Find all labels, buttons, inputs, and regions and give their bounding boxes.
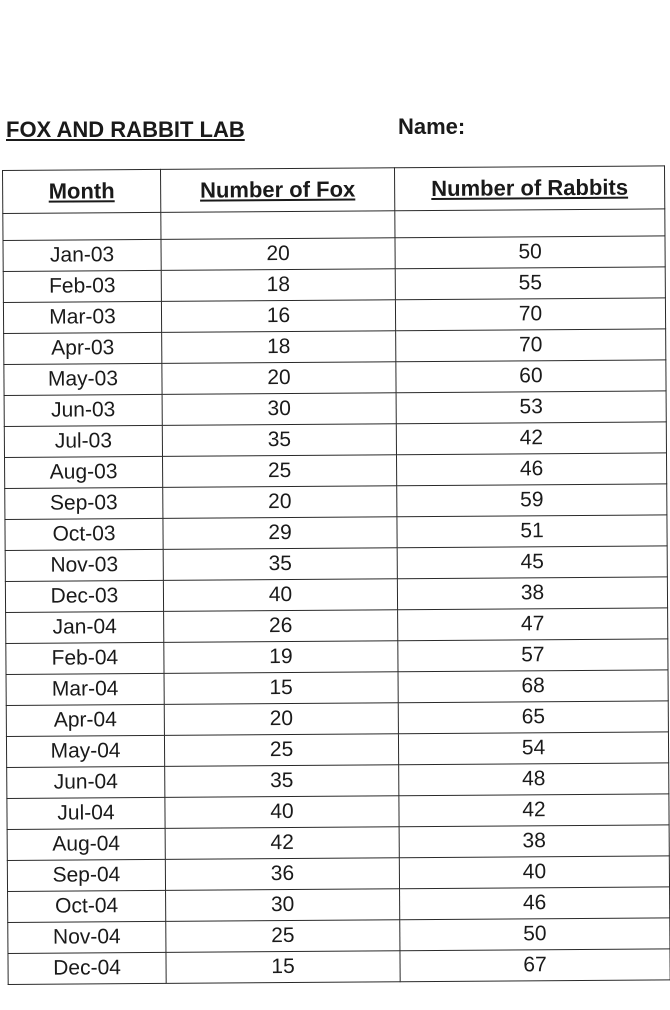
table-row [7, 763, 669, 799]
column-header-rabbits: Number of Rabbits [394, 166, 664, 211]
table-row [7, 825, 669, 861]
month-cell: Oct-04 [8, 890, 166, 922]
month-cell: Jul-04 [7, 797, 165, 829]
month-cell: Apr-04 [6, 704, 164, 736]
table-row [5, 515, 667, 551]
rabbit-count-cell: 70 [396, 329, 666, 362]
table-row [5, 546, 667, 582]
month-cell: Jan-03 [3, 239, 161, 271]
fox-count-cell: 20 [164, 703, 398, 736]
fox-count-cell: 36 [165, 858, 399, 891]
table-row [4, 360, 666, 396]
fox-count-cell: 30 [166, 889, 400, 922]
blank-cell [3, 212, 161, 240]
fox-count-cell: 20 [163, 486, 397, 519]
month-cell: Feb-04 [6, 642, 164, 674]
fox-count-cell: 40 [163, 579, 397, 612]
fox-count-cell: 18 [162, 331, 396, 364]
rabbit-count-cell: 57 [398, 639, 668, 672]
column-header-month: Month [3, 169, 161, 213]
rabbit-count-cell: 67 [400, 949, 670, 982]
fox-count-cell: 15 [166, 951, 400, 984]
month-cell: Jun-03 [4, 394, 162, 426]
rabbit-count-cell: 46 [400, 887, 670, 920]
fox-count-cell: 29 [163, 517, 397, 550]
fox-rabbit-table [2, 165, 670, 985]
month-cell: Mar-04 [6, 673, 164, 705]
fox-count-cell: 42 [165, 827, 399, 860]
page-title: FOX AND RABBIT LAB [6, 117, 245, 142]
rabbit-count-cell: 53 [396, 391, 666, 424]
table-row [7, 856, 669, 892]
fox-count-cell: 25 [166, 920, 400, 953]
fox-count-cell: 20 [161, 238, 395, 271]
table-row [5, 484, 667, 520]
month-cell: Jan-04 [6, 611, 164, 643]
table-row [4, 422, 666, 458]
rabbit-count-cell: 65 [398, 701, 668, 734]
table-row [7, 794, 669, 830]
table-row [3, 236, 665, 272]
rabbit-count-cell: 40 [399, 856, 669, 889]
rabbit-count-cell: 47 [398, 608, 668, 641]
table-header-row [3, 166, 665, 214]
rabbit-count-cell: 45 [397, 546, 667, 579]
fox-count-cell: 25 [163, 455, 397, 488]
fox-count-cell: 26 [164, 610, 398, 643]
month-cell: Sep-03 [5, 487, 163, 519]
month-cell: May-04 [6, 735, 164, 767]
table-row [6, 701, 668, 737]
table-row [8, 918, 670, 954]
month-cell: May-03 [4, 363, 162, 395]
table-row [6, 732, 668, 768]
month-cell: Dec-04 [8, 952, 166, 984]
fox-count-cell: 40 [165, 796, 399, 829]
rabbit-count-cell: 50 [395, 236, 665, 269]
table-row [8, 887, 670, 923]
rabbit-count-cell: 70 [395, 298, 665, 331]
table-row [8, 949, 670, 985]
month-cell: Jul-03 [4, 425, 162, 457]
fox-count-cell: 15 [164, 672, 398, 705]
table-body [3, 209, 670, 985]
rabbit-count-cell: 42 [399, 794, 669, 827]
fox-count-cell: 35 [162, 424, 396, 457]
blank-cell [395, 209, 665, 238]
rabbit-count-cell: 42 [396, 422, 666, 455]
rabbit-count-cell: 54 [398, 732, 668, 765]
month-cell: Aug-03 [5, 456, 163, 488]
table-row [4, 329, 666, 365]
month-cell: Aug-04 [7, 828, 165, 860]
rabbit-count-cell: 48 [399, 763, 669, 796]
rabbit-count-cell: 51 [397, 515, 667, 548]
table-row [5, 453, 667, 489]
fox-count-cell: 19 [164, 641, 398, 674]
month-cell: Mar-03 [3, 301, 161, 333]
month-cell: Jun-04 [7, 766, 165, 798]
month-cell: Apr-03 [4, 332, 162, 364]
table-row [6, 608, 668, 644]
month-cell: Sep-04 [7, 859, 165, 891]
month-cell: Oct-03 [5, 518, 163, 550]
fox-count-cell: 35 [165, 765, 399, 798]
rabbit-count-cell: 68 [398, 670, 668, 703]
fox-count-cell: 30 [162, 393, 396, 426]
table-row [6, 670, 668, 706]
rabbit-count-cell: 60 [396, 360, 666, 393]
rabbit-count-cell: 38 [399, 825, 669, 858]
month-cell: Nov-04 [8, 921, 166, 953]
rabbit-count-cell: 38 [397, 577, 667, 610]
table-row [6, 639, 668, 675]
table-row [4, 391, 666, 427]
name-label: Name: [398, 114, 466, 139]
blank-cell [161, 211, 395, 240]
month-cell: Dec-03 [5, 580, 163, 612]
column-header-fox: Number of Fox [160, 168, 394, 213]
rabbit-count-cell: 55 [395, 267, 665, 300]
month-cell: Feb-03 [3, 270, 161, 302]
rabbit-count-cell: 46 [396, 453, 666, 486]
table-row [3, 267, 665, 303]
data-table-container [2, 165, 670, 985]
rabbit-count-cell: 59 [397, 484, 667, 517]
month-cell: Nov-03 [5, 549, 163, 581]
rabbit-count-cell: 50 [400, 918, 670, 951]
fox-count-cell: 18 [161, 269, 395, 302]
fox-count-cell: 20 [162, 362, 396, 395]
fox-count-cell: 16 [161, 300, 395, 333]
fox-count-cell: 25 [164, 734, 398, 767]
table-row [5, 577, 667, 613]
table-row [3, 298, 665, 334]
fox-count-cell: 35 [163, 548, 397, 581]
